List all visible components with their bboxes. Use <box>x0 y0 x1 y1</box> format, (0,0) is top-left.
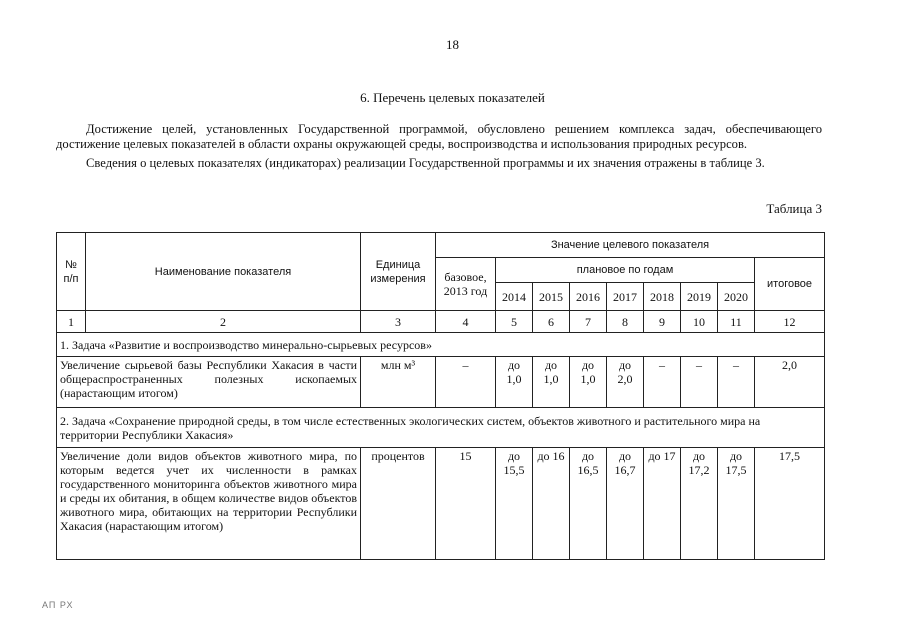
column-number: 1 <box>57 311 86 333</box>
paragraph-reference <box>56 156 822 171</box>
row-2-year-value: до 17 <box>644 448 681 560</box>
row-1-base: – <box>436 357 496 408</box>
paragraph-intro <box>56 122 822 152</box>
paragraph-intro-text: Достижение целей, установленных Государственной программой, обусловлено решением комплекса задач, обеспечивающего достижение целевых показателей в области охраны окружающей среды, воспроизводства и использования природных ресурсов. <box>56 122 822 151</box>
row-1-year-value: до 1,0 <box>496 357 533 408</box>
header-year: 2020 <box>718 283 755 311</box>
header-name: Наименование показателя <box>86 233 361 311</box>
footer-mark: АП РХ <box>42 600 74 610</box>
header-year: 2018 <box>644 283 681 311</box>
paragraph-reference-text: Сведения о целевых показателях (индикаторах) реализации Государственной программы и их значения отражены в таблице 3. <box>86 156 765 170</box>
row-1-total: 2,0 <box>755 357 825 408</box>
row-2-total: 17,5 <box>755 448 825 560</box>
task-2-row: 2. Задача «Сохранение природной среды, в том числе естественных экологических систем, объектов животного и растительного мира на территории Республики Хакасия» <box>57 408 825 448</box>
header-year: 2019 <box>681 283 718 311</box>
row-1-year-value: – <box>681 357 718 408</box>
row-1-year-value: – <box>718 357 755 408</box>
column-number: 10 <box>681 311 718 333</box>
column-number: 5 <box>496 311 533 333</box>
header-year: 2015 <box>533 283 570 311</box>
row-1-unit: млн м³ <box>361 357 436 408</box>
section-title: 6. Перечень целевых показателей <box>360 90 545 105</box>
row-2-name: Увеличение доли видов объектов животного мира, по которым ведется учет их численности в рамках государственного мониторинга объектов животного мира и среды их обитания, в общем количестве видов объектов животного мира, обитающих на территории Республики Хакасия (нарастающим итогом) <box>57 448 361 560</box>
header-year: 2017 <box>607 283 644 311</box>
row-2-year-value: до 15,5 <box>496 448 533 560</box>
column-number: 3 <box>361 311 436 333</box>
header-total: итоговое <box>755 258 825 311</box>
header-year: 2016 <box>570 283 607 311</box>
column-number: 12 <box>755 311 825 333</box>
row-1-year-value: – <box>644 357 681 408</box>
task-1-row: 1. Задача «Развитие и воспроизводство минерально-сырьевых ресурсов» <box>57 333 825 357</box>
column-number: 7 <box>570 311 607 333</box>
header-unit: Единица измерения <box>361 233 436 311</box>
row-1-year-value: до 1,0 <box>533 357 570 408</box>
column-number: 11 <box>718 311 755 333</box>
header-year: 2014 <box>496 283 533 311</box>
header-value-group: Значение целевого показателя <box>436 233 825 258</box>
row-2-year-value: до 16,7 <box>607 448 644 560</box>
row-2-year-value: до 17,2 <box>681 448 718 560</box>
column-number: 4 <box>436 311 496 333</box>
header-base: базовое, 2013 год <box>436 258 496 311</box>
column-number: 6 <box>533 311 570 333</box>
header-planned: плановое по годам <box>496 258 755 283</box>
column-number: 9 <box>644 311 681 333</box>
row-2-year-value: до 17,5 <box>718 448 755 560</box>
indicators-table <box>56 232 825 560</box>
page-number: 18 <box>446 37 459 52</box>
table-caption: Таблица 3 <box>766 201 822 216</box>
row-2-base: 15 <box>436 448 496 560</box>
column-number: 8 <box>607 311 644 333</box>
row-1-year-value: до 2,0 <box>607 357 644 408</box>
row-1-year-value: до 1,0 <box>570 357 607 408</box>
row-2-year-value: до 16,5 <box>570 448 607 560</box>
column-number: 2 <box>86 311 361 333</box>
row-1-name: Увеличение сырьевой базы Республики Хакасия в части общераспространенных полезных ископаемых (нарастающим итогом) <box>57 357 361 408</box>
row-2-unit: процентов <box>361 448 436 560</box>
header-num: № п/п <box>57 233 86 311</box>
row-2-year-value: до 16 <box>533 448 570 560</box>
